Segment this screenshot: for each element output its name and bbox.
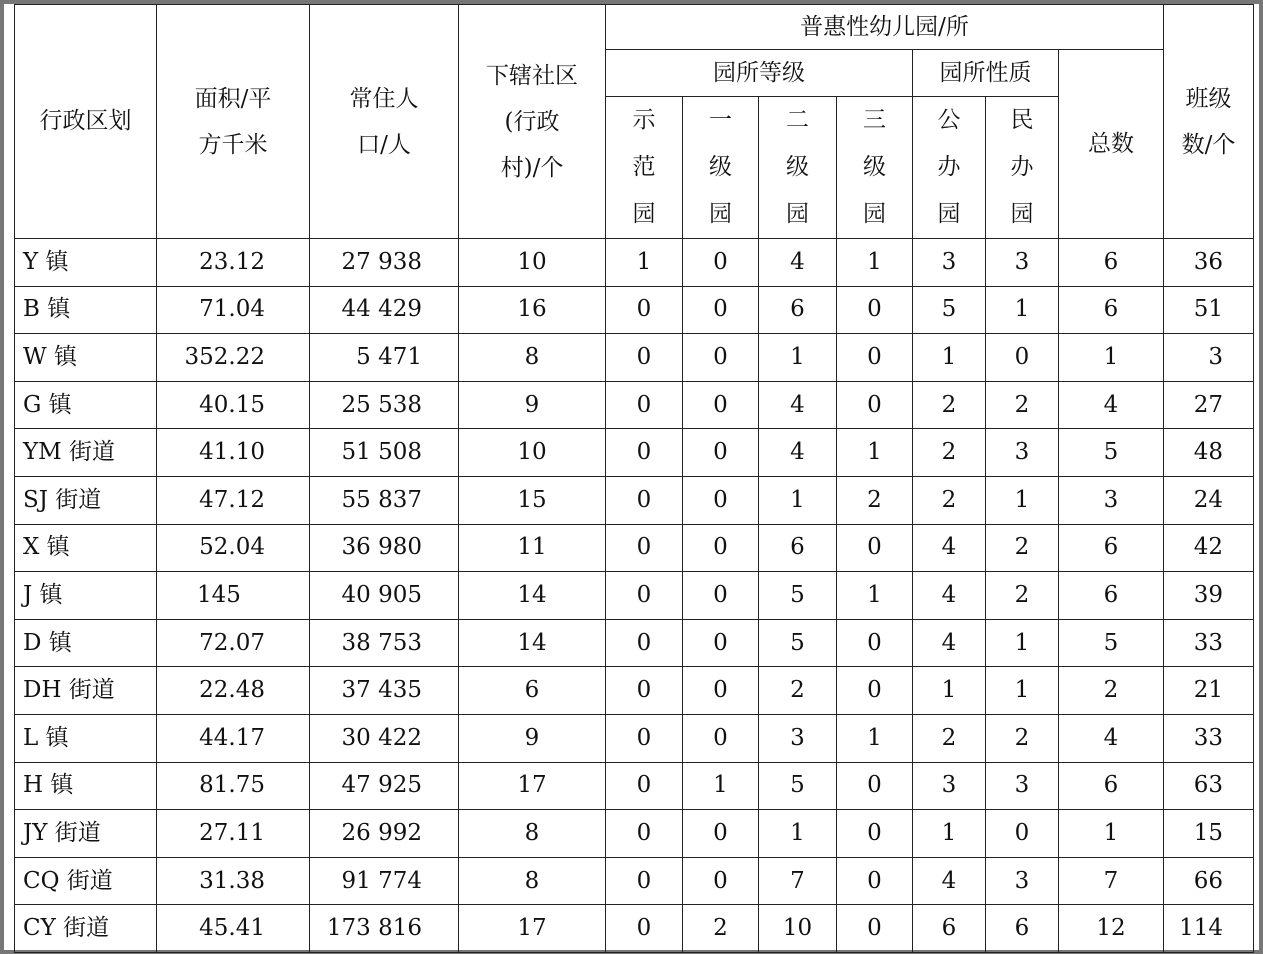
cell-classes: 42	[1164, 524, 1254, 572]
cell-yiji: 0	[683, 239, 759, 287]
cell-minban: 0	[986, 810, 1059, 858]
header-grade-group	[606, 50, 913, 97]
header-communities	[459, 5, 606, 239]
cell-erji: 5	[759, 619, 837, 667]
cell-classes: 27	[1164, 381, 1254, 429]
cell-shifan: 0	[606, 667, 683, 715]
cell-yiji: 2	[683, 905, 759, 953]
cell-comm: 10	[459, 239, 606, 287]
cell-area: 40.15	[157, 381, 310, 429]
header-sanji	[837, 97, 913, 239]
cell-pop: 38 753	[310, 619, 459, 667]
cell-comm: 10	[459, 429, 606, 477]
cell-name: CQ 街道	[15, 857, 157, 905]
cell-gongban: 4	[913, 572, 986, 620]
cell-erji: 7	[759, 857, 837, 905]
cell-minban: 1	[986, 667, 1059, 715]
cell-erji: 4	[759, 381, 837, 429]
cell-pop: 40 905	[310, 572, 459, 620]
cell-yiji: 0	[683, 334, 759, 382]
cell-sanji: 0	[837, 524, 913, 572]
cell-pop: 30 422	[310, 714, 459, 762]
cell-total: 5	[1059, 429, 1164, 477]
cell-shifan: 0	[606, 714, 683, 762]
cell-gongban: 3	[913, 762, 986, 810]
cell-area: 45.41	[157, 905, 310, 953]
header-area-label: 面积/平方千米	[194, 85, 272, 158]
cell-area: 31.38	[157, 857, 310, 905]
cell-classes: 33	[1164, 619, 1254, 667]
cell-total: 7	[1059, 857, 1164, 905]
header-district-label: 行政区划	[39, 108, 132, 134]
cell-erji: 6	[759, 524, 837, 572]
cell-yiji: 0	[683, 572, 759, 620]
cell-sanji: 1	[837, 714, 913, 762]
cell-shifan: 0	[606, 334, 683, 382]
table-row	[15, 714, 1254, 762]
cell-gongban: 6	[913, 905, 986, 953]
cell-erji: 4	[759, 239, 837, 287]
cell-minban: 1	[986, 286, 1059, 334]
cell-erji: 3	[759, 714, 837, 762]
table-row	[15, 429, 1254, 477]
cell-minban: 3	[986, 857, 1059, 905]
header-minban-label: 民办园	[1010, 107, 1034, 227]
cell-sanji: 0	[837, 810, 913, 858]
cell-pop: 25 538	[310, 381, 459, 429]
cell-gongban: 4	[913, 524, 986, 572]
cell-shifan: 0	[606, 524, 683, 572]
cell-minban: 3	[986, 239, 1059, 287]
table-row	[15, 286, 1254, 334]
header-population-label: 常住人口/人	[349, 85, 419, 158]
cell-comm: 8	[459, 857, 606, 905]
table-row	[15, 572, 1254, 620]
table-row	[15, 905, 1254, 953]
cell-yiji: 0	[683, 810, 759, 858]
cell-name: G 镇	[15, 381, 157, 429]
header-puhui	[606, 5, 1164, 50]
kindergarten-statistics-table	[14, 4, 1254, 953]
header-minban	[986, 97, 1059, 239]
cell-total: 4	[1059, 381, 1164, 429]
cell-pop: 44 429	[310, 286, 459, 334]
cell-total: 4	[1059, 714, 1164, 762]
cell-gongban: 1	[913, 810, 986, 858]
header-classes	[1164, 5, 1254, 239]
cell-yiji: 0	[683, 857, 759, 905]
cell-yiji: 0	[683, 476, 759, 524]
table-row	[15, 239, 1254, 287]
cell-comm: 8	[459, 810, 606, 858]
cell-gongban: 5	[913, 286, 986, 334]
cell-total: 1	[1059, 334, 1164, 382]
cell-gongban: 4	[913, 619, 986, 667]
cell-pop: 51 508	[310, 429, 459, 477]
cell-name: DH 街道	[15, 667, 157, 715]
table-row	[15, 667, 1254, 715]
cell-area: 41.10	[157, 429, 310, 477]
cell-comm: 6	[459, 667, 606, 715]
header-total	[1059, 50, 1164, 239]
cell-pop: 26 992	[310, 810, 459, 858]
cell-yiji: 0	[683, 619, 759, 667]
table-row	[15, 810, 1254, 858]
cell-comm: 9	[459, 714, 606, 762]
table-row	[15, 381, 1254, 429]
cell-minban: 6	[986, 905, 1059, 953]
cell-pop: 36 980	[310, 524, 459, 572]
cell-sanji: 0	[837, 905, 913, 953]
cell-name: B 镇	[15, 286, 157, 334]
header-yiji	[683, 97, 759, 239]
header-total-label: 总数	[1088, 130, 1134, 157]
cell-gongban: 2	[913, 714, 986, 762]
cell-name: JY 街道	[15, 810, 157, 858]
cell-total: 1	[1059, 810, 1164, 858]
header-communities-label: 下辖社区(行政村)/个	[486, 62, 578, 181]
cell-total: 6	[1059, 572, 1164, 620]
header-classes-label: 班级数/个	[1181, 85, 1236, 158]
header-shifan	[606, 97, 683, 239]
cell-classes: 63	[1164, 762, 1254, 810]
cell-yiji: 0	[683, 714, 759, 762]
cell-erji: 6	[759, 286, 837, 334]
cell-name: SJ 街道	[15, 476, 157, 524]
cell-gongban: 1	[913, 334, 986, 382]
cell-area: 44.17	[157, 714, 310, 762]
cell-comm: 8	[459, 334, 606, 382]
cell-name: X 镇	[15, 524, 157, 572]
cell-area: 23.12	[157, 239, 310, 287]
cell-shifan: 0	[606, 286, 683, 334]
cell-gongban: 1	[913, 667, 986, 715]
cell-area: 71.04	[157, 286, 310, 334]
table-row	[15, 334, 1254, 382]
cell-pop: 173 816	[310, 905, 459, 953]
cell-pop: 91 774	[310, 857, 459, 905]
cell-yiji: 0	[683, 286, 759, 334]
cell-shifan: 1	[606, 239, 683, 287]
cell-shifan: 0	[606, 381, 683, 429]
table-row	[15, 619, 1254, 667]
cell-comm: 17	[459, 905, 606, 953]
cell-yiji: 0	[683, 524, 759, 572]
table-row	[15, 476, 1254, 524]
cell-sanji: 1	[837, 572, 913, 620]
cell-minban: 0	[986, 334, 1059, 382]
cell-erji: 1	[759, 810, 837, 858]
cell-classes: 114	[1164, 905, 1254, 953]
cell-minban: 2	[986, 524, 1059, 572]
header-nature-group	[913, 50, 1059, 97]
cell-comm: 11	[459, 524, 606, 572]
cell-minban: 2	[986, 572, 1059, 620]
cell-sanji: 1	[837, 429, 913, 477]
header-gongban-label: 公办园	[937, 107, 961, 227]
cell-minban: 2	[986, 714, 1059, 762]
cell-gongban: 3	[913, 239, 986, 287]
cell-sanji: 0	[837, 619, 913, 667]
cell-total: 6	[1059, 286, 1164, 334]
cell-area: 81.75	[157, 762, 310, 810]
cell-erji: 1	[759, 334, 837, 382]
cell-comm: 16	[459, 286, 606, 334]
cell-minban: 3	[986, 429, 1059, 477]
cell-sanji: 0	[837, 381, 913, 429]
cell-gongban: 2	[913, 476, 986, 524]
cell-area: 47.12	[157, 476, 310, 524]
cell-classes: 15	[1164, 810, 1254, 858]
cell-total: 2	[1059, 667, 1164, 715]
cell-shifan: 0	[606, 857, 683, 905]
cell-sanji: 0	[837, 334, 913, 382]
cell-erji: 4	[759, 429, 837, 477]
cell-sanji: 0	[837, 286, 913, 334]
cell-area: 27.11	[157, 810, 310, 858]
table-header	[15, 5, 1254, 239]
cell-gongban: 2	[913, 381, 986, 429]
cell-shifan: 0	[606, 619, 683, 667]
cell-minban: 1	[986, 619, 1059, 667]
header-grade-group-label: 园所等级	[713, 59, 805, 86]
cell-total: 3	[1059, 476, 1164, 524]
cell-name: W 镇	[15, 334, 157, 382]
cell-classes: 3	[1164, 334, 1254, 382]
table-row	[15, 524, 1254, 572]
cell-sanji: 1	[837, 239, 913, 287]
cell-total: 6	[1059, 524, 1164, 572]
cell-classes: 24	[1164, 476, 1254, 524]
cell-erji: 2	[759, 667, 837, 715]
header-gongban	[913, 97, 986, 239]
cell-area: 145	[157, 572, 310, 620]
cell-total: 6	[1059, 762, 1164, 810]
cell-gongban: 2	[913, 429, 986, 477]
table-row	[15, 857, 1254, 905]
cell-total: 5	[1059, 619, 1164, 667]
cell-erji: 5	[759, 762, 837, 810]
cell-pop: 55 837	[310, 476, 459, 524]
cell-minban: 2	[986, 381, 1059, 429]
cell-sanji: 0	[837, 762, 913, 810]
cell-name: L 镇	[15, 714, 157, 762]
cell-shifan: 0	[606, 762, 683, 810]
cell-area: 72.07	[157, 619, 310, 667]
cell-shifan: 0	[606, 810, 683, 858]
header-area	[157, 5, 310, 239]
cell-area: 52.04	[157, 524, 310, 572]
cell-pop: 27 938	[310, 239, 459, 287]
cell-yiji: 0	[683, 429, 759, 477]
table-row	[15, 762, 1254, 810]
cell-area: 352.22	[157, 334, 310, 382]
header-yiji-label: 一级园	[708, 107, 732, 227]
cell-pop: 47 925	[310, 762, 459, 810]
cell-classes: 51	[1164, 286, 1254, 334]
cell-name: H 镇	[15, 762, 157, 810]
cell-classes: 36	[1164, 239, 1254, 287]
cell-erji: 10	[759, 905, 837, 953]
header-puhui-label: 普惠性幼儿园/所	[800, 13, 969, 40]
cell-name: YM 街道	[15, 429, 157, 477]
cell-sanji: 0	[837, 667, 913, 715]
cell-minban: 3	[986, 762, 1059, 810]
cell-classes: 39	[1164, 572, 1254, 620]
header-district	[15, 5, 157, 239]
cell-yiji: 1	[683, 762, 759, 810]
cell-minban: 1	[986, 476, 1059, 524]
cell-gongban: 4	[913, 857, 986, 905]
cell-total: 6	[1059, 239, 1164, 287]
header-shifan-label: 示范园	[632, 107, 656, 227]
header-erji-label: 二级园	[785, 107, 809, 227]
header-erji	[759, 97, 837, 239]
cell-area: 22.48	[157, 667, 310, 715]
cell-classes: 66	[1164, 857, 1254, 905]
cell-classes: 21	[1164, 667, 1254, 715]
cell-shifan: 0	[606, 905, 683, 953]
cell-comm: 14	[459, 619, 606, 667]
cell-shifan: 0	[606, 572, 683, 620]
cell-yiji: 0	[683, 381, 759, 429]
cell-name: Y 镇	[15, 239, 157, 287]
cell-yiji: 0	[683, 667, 759, 715]
cell-comm: 15	[459, 476, 606, 524]
cell-classes: 48	[1164, 429, 1254, 477]
cell-name: CY 街道	[15, 905, 157, 953]
cell-shifan: 0	[606, 476, 683, 524]
cell-erji: 1	[759, 476, 837, 524]
cell-sanji: 2	[837, 476, 913, 524]
cell-comm: 14	[459, 572, 606, 620]
cell-sanji: 0	[837, 857, 913, 905]
header-sanji-label: 三级园	[862, 107, 886, 227]
cell-total: 12	[1059, 905, 1164, 953]
cell-erji: 5	[759, 572, 837, 620]
cell-comm: 17	[459, 762, 606, 810]
header-population	[310, 5, 459, 239]
cell-classes: 33	[1164, 714, 1254, 762]
table-body	[15, 239, 1254, 953]
cell-shifan: 0	[606, 429, 683, 477]
cell-name: D 镇	[15, 619, 157, 667]
cell-pop: 5 471	[310, 334, 459, 382]
cell-comm: 9	[459, 381, 606, 429]
header-nature-group-label: 园所性质	[939, 59, 1032, 86]
cell-pop: 37 435	[310, 667, 459, 715]
cell-name: J 镇	[15, 572, 157, 620]
